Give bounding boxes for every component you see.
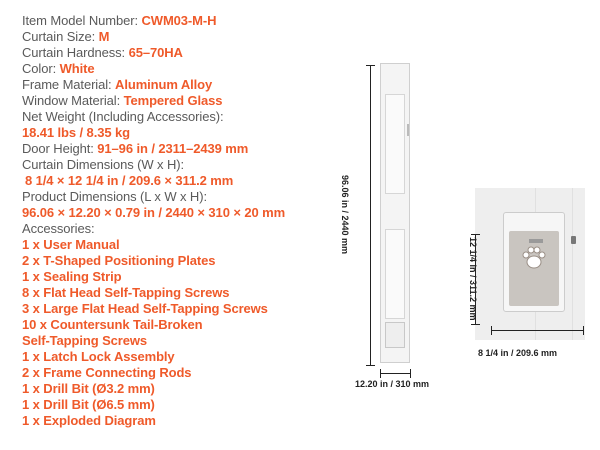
brand-logo	[529, 239, 543, 243]
spec-model-value: CWM03-M-H	[141, 13, 217, 28]
height-dimension-line	[370, 65, 371, 365]
flap-closeup	[445, 188, 595, 363]
spec-frame	[22, 77, 352, 93]
accessory-item	[22, 301, 352, 317]
dimension-tick	[410, 369, 411, 378]
door-frame	[380, 63, 410, 363]
spec-hardness-label: Curtain Hardness:	[22, 45, 126, 60]
flap-width-dimension-line	[491, 330, 583, 331]
latch-knob	[571, 236, 576, 244]
door-illustration	[340, 55, 450, 395]
flap-panel	[509, 231, 559, 306]
spec-list	[22, 13, 352, 429]
spec-size-value: M	[98, 29, 110, 44]
spec-color-label: Color:	[22, 61, 57, 76]
accessory-text: Self-Tapping Screws	[22, 333, 147, 348]
flap-photo	[475, 188, 585, 340]
accessory-item	[22, 365, 352, 381]
spec-door-height-value: 91–96 in / 2311–2439 mm	[97, 141, 249, 156]
door-height-dimension: 96.06 in / 2440 mm	[340, 175, 350, 255]
spec-frame-label: Frame Material:	[22, 77, 112, 92]
dimension-tick	[583, 326, 584, 335]
accessory-text: 1 x User Manual	[22, 237, 120, 252]
latch	[407, 124, 409, 136]
spec-curtain-dim-label: Curtain Dimensions (W x H):	[22, 157, 184, 172]
accessory-text: 1 x Exploded Diagram	[22, 413, 156, 428]
accessory-item	[22, 285, 352, 301]
spec-model-label: Item Model Number:	[22, 13, 138, 28]
accessory-item	[22, 333, 352, 349]
flap-height-dimension: 12 1/4 in / 311.2 mm	[468, 237, 478, 321]
spec-door-height-label: Door Height:	[22, 141, 94, 156]
accessory-text: 1 x Latch Lock Assembly	[22, 349, 175, 364]
spec-weight-value: 18.41 lbs / 8.35 kg	[22, 125, 130, 140]
pet-flap	[385, 322, 405, 348]
spec-hardness-value: 65–70HA	[128, 45, 183, 60]
dimension-tick	[366, 365, 375, 366]
accessory-item	[22, 269, 352, 285]
accessory-item	[22, 237, 352, 253]
spec-color	[22, 61, 352, 77]
paw-icon	[521, 245, 547, 271]
accessory-item	[22, 253, 352, 269]
accessory-item	[22, 397, 352, 413]
accessory-text: 1 x Drill Bit (Ø6.5 mm)	[22, 397, 155, 412]
dimension-tick	[471, 324, 480, 325]
spec-product-dim-value: 96.06 × 12.20 × 0.79 in / 2440 × 310 × 20 mm	[22, 205, 286, 220]
spec-hardness	[22, 45, 352, 61]
spec-accessories-heading	[22, 221, 352, 237]
accessory-item	[22, 381, 352, 397]
spec-size-label: Curtain Size:	[22, 29, 96, 44]
accessory-item	[22, 349, 352, 365]
spec-weight-heading	[22, 109, 352, 125]
glass-pane-lower	[385, 229, 405, 319]
spec-curtain-dim-value: 8 1/4 × 12 1/4 in / 209.6 × 311.2 mm	[25, 173, 234, 188]
accessory-item	[22, 413, 352, 429]
spec-curtain-dim	[22, 173, 352, 189]
accessory-text: 1 x Drill Bit (Ø3.2 mm)	[22, 381, 155, 396]
spec-model	[22, 13, 352, 29]
width-dimension-line	[380, 373, 410, 374]
flap-frame	[503, 212, 565, 312]
accessory-text: 2 x T-Shaped Positioning Plates	[22, 253, 216, 268]
spec-product-dim	[22, 205, 352, 221]
spec-window-value: Tempered Glass	[123, 93, 223, 108]
door-width-dimension: 12.20 in / 310 mm	[355, 379, 430, 389]
spec-product-dim-heading	[22, 189, 352, 205]
spec-door-height	[22, 141, 352, 157]
spec-curtain-dim-heading	[22, 157, 352, 173]
spec-weight	[22, 125, 352, 141]
accessory-text: 3 x Large Flat Head Self-Tapping Screws	[22, 301, 268, 316]
flap-width-dimension: 8 1/4 in / 209.6 mm	[478, 348, 558, 358]
spec-product-dim-label: Product Dimensions (L x W x H):	[22, 189, 207, 204]
spec-weight-label: Net Weight (Including Accessories):	[22, 109, 224, 124]
accessory-item	[22, 317, 352, 333]
accessory-text: 1 x Sealing Strip	[22, 269, 122, 284]
accessory-text: 10 x Countersunk Tail-Broken	[22, 317, 203, 332]
accessory-text: 8 x Flat Head Self-Tapping Screws	[22, 285, 230, 300]
glass-pane-upper	[385, 94, 405, 194]
accessory-text: 2 x Frame Connecting Rods	[22, 365, 192, 380]
spec-window-label: Window Material:	[22, 93, 121, 108]
spec-window	[22, 93, 352, 109]
spec-frame-value: Aluminum Alloy	[115, 77, 213, 92]
spec-color-value: White	[59, 61, 95, 76]
spec-accessories-label: Accessories:	[22, 221, 95, 236]
spec-size	[22, 29, 352, 45]
